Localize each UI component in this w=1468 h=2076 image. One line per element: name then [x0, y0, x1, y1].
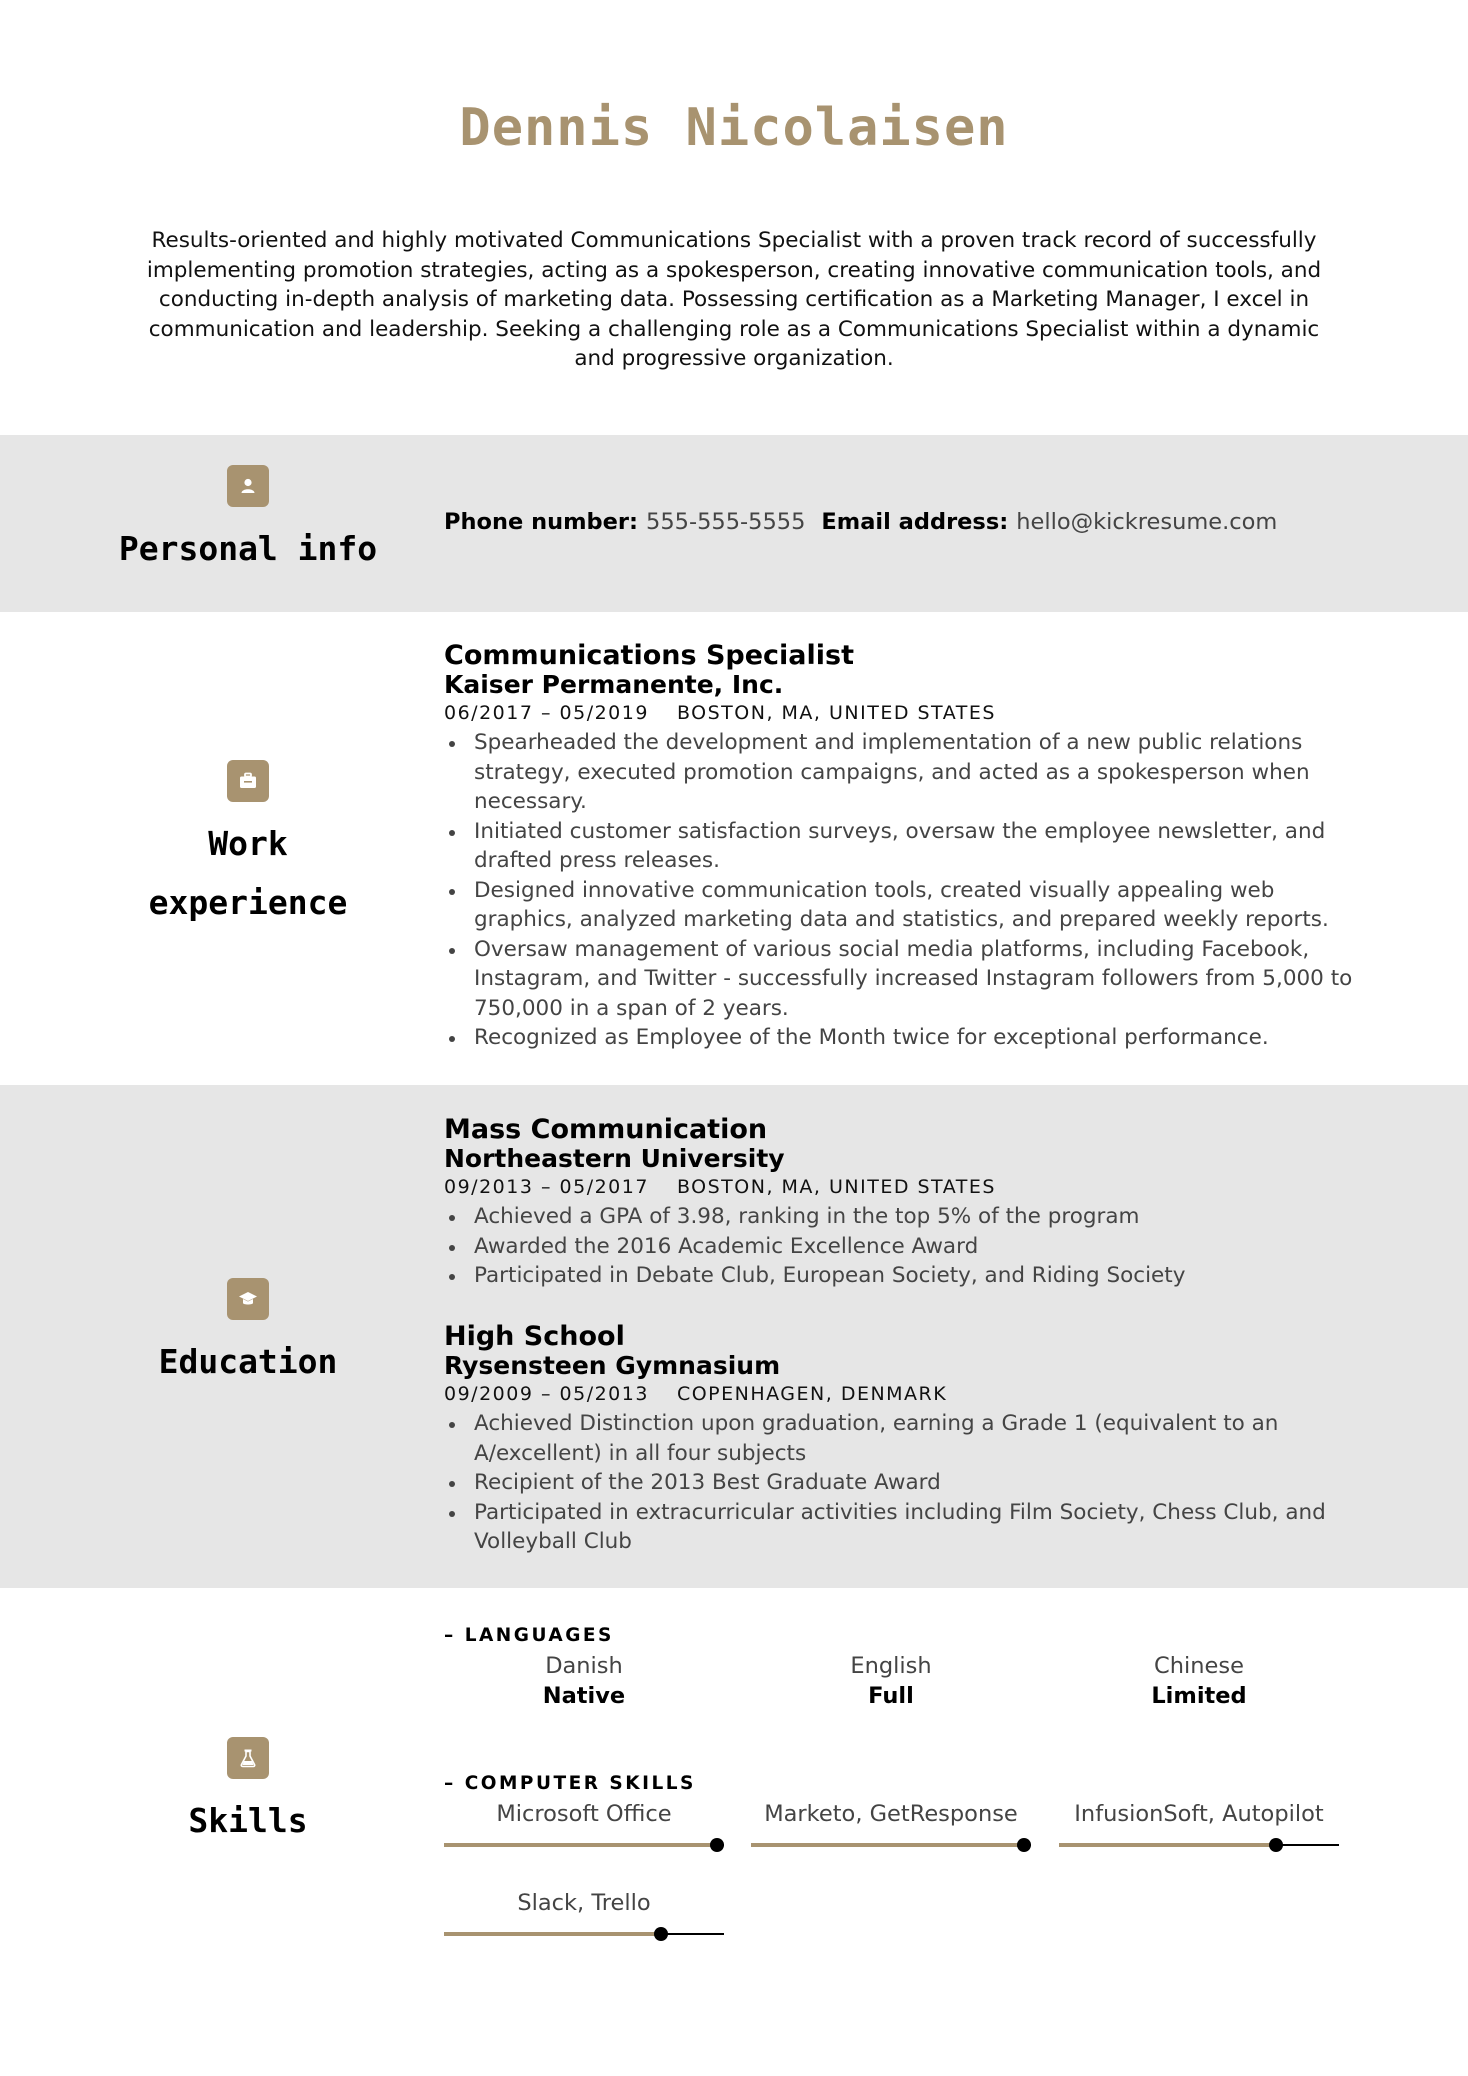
computer-skill-name: Microsoft Office [496, 1801, 672, 1827]
list-item: Spearheaded the development and implementation of a new public relations strategy, executed promotion campaigns, and acted as a spokesperson when necessary. [474, 728, 1364, 817]
skill-bar-knob [1269, 1838, 1283, 1852]
job-company: Kaiser Permanente, Inc. [444, 670, 784, 699]
contact-line [444, 507, 1364, 537]
computer-skill-name: Marketo, GetResponse [764, 1801, 1018, 1827]
skills-section [0, 1588, 1468, 2076]
candidate-name: Dennis Nicolaisen [459, 98, 1009, 158]
section-title-work [0, 814, 496, 932]
language-item [751, 1651, 1031, 1711]
job-location: BOSTON, MA, UNITED STATES [676, 702, 996, 724]
list-item: Participated in extracurricular activities including Film Society, Chess Club, and Volleyball Club [474, 1498, 1364, 1557]
list-item: Achieved Distinction upon graduation, earning a Grade 1 (equivalent to an A/excellent) in all four subjects [474, 1409, 1364, 1468]
list-item: Recognized as Employee of the Month twice for exceptional performance. [474, 1023, 1364, 1053]
degree-title: High School [444, 1321, 625, 1352]
skill-level-bar [444, 1837, 724, 1853]
graduation-cap-icon [227, 1278, 269, 1320]
skill-level-bar [444, 1926, 724, 1942]
computer-skills-heading: – COMPUTER SKILLS [444, 1773, 696, 1794]
person-icon [227, 465, 269, 507]
phone-value: 555-555-5555 [646, 509, 806, 535]
education-bullets [444, 1202, 1364, 1291]
skills-content [444, 1623, 1364, 2063]
section-title-work-line1: Work [208, 824, 288, 863]
computer-skill-item [751, 1799, 1031, 1853]
list-item: Awarded the 2016 Academic Excellence Award [474, 1232, 1364, 1262]
email-value: hello@kickresume.com [1016, 509, 1278, 535]
list-item: Initiated customer satisfaction surveys, oversaw the employee newsletter, and drafted press releases. [474, 817, 1364, 876]
education-entry [444, 1322, 1364, 1557]
skill-bar-fill [444, 1843, 717, 1847]
education-section [0, 1085, 1468, 1588]
education-location: BOSTON, MA, UNITED STATES [676, 1176, 996, 1198]
computer-skill-item [1059, 1799, 1339, 1853]
phone-label: Phone number: [444, 509, 639, 535]
computer-skill-name: Slack, Trello [517, 1890, 651, 1916]
degree-title: Mass Communication [444, 1114, 768, 1145]
education-meta [444, 1380, 1364, 1409]
job-dates: 06/2017 – 05/2019 [444, 702, 649, 724]
skill-level-bar [751, 1837, 1031, 1853]
language-level: Full [868, 1683, 914, 1709]
section-title-skills: Skills [188, 1801, 308, 1840]
skill-bar-fill [751, 1843, 1024, 1847]
education-entry [444, 1115, 1364, 1291]
education-bullets [444, 1409, 1364, 1557]
skill-level-bar [1059, 1837, 1339, 1853]
skill-bar-fill [444, 1932, 661, 1936]
school-name: Rysensteen Gymnasium [444, 1351, 781, 1380]
section-title-personal-info: Personal info [118, 529, 378, 568]
computer-skill-item [444, 1799, 724, 1853]
education-dates: 09/2009 – 05/2013 [444, 1383, 649, 1405]
job-title: Communications Specialist [444, 640, 855, 671]
languages-heading: – LANGUAGES [444, 1625, 614, 1646]
school-name: Northeastern University [444, 1144, 785, 1173]
list-item: Oversaw management of various social media platforms, including Facebook, Instagram, and Twitter - successfully increased Instagram followers from 5,000 to 750,000 in a span of 2 years. [474, 935, 1364, 1024]
job-meta [444, 699, 1364, 728]
flask-icon [227, 1737, 269, 1779]
language-item [1059, 1651, 1339, 1711]
work-experience-section [0, 612, 1468, 1085]
language-level: Native [542, 1683, 626, 1709]
skill-bar-knob [1017, 1838, 1031, 1852]
skill-bar-knob [654, 1927, 668, 1941]
job-entry [444, 641, 1364, 1053]
education-location: COPENHAGEN, DENMARK [676, 1383, 948, 1405]
skill-bar-fill [1059, 1843, 1276, 1847]
email-label: Email address: [821, 509, 1009, 535]
education-meta [444, 1173, 1364, 1202]
profile-summary: Results-oriented and highly motivated Communications Specialist with a proven track record of successfully implementing promotion strategies, acting as a spokesperson, creating innovative communication tools, and conducting in-depth analysis of marketing data. Possessing certification as a Marketing Manager, I excel in communication and leadership. Seeking a challenging role as a Communications Specialist within a dynamic and progressive organization. [146, 228, 1322, 371]
language-name: English [850, 1653, 932, 1679]
skill-bar-knob [710, 1838, 724, 1852]
list-item: Participated in Debate Club, European Society, and Riding Society [474, 1261, 1364, 1291]
computer-skill-name: InfusionSoft, Autopilot [1074, 1801, 1324, 1827]
list-item: Recipient of the 2013 Best Graduate Award [474, 1468, 1364, 1498]
computer-skill-item [444, 1888, 724, 1942]
list-item: Achieved a GPA of 3.98, ranking in the top 5% of the program [474, 1202, 1364, 1232]
list-item: Designed innovative communication tools, created visually appealing web graphics, analyzed marketing data and statistics, and prepared weekly reports. [474, 876, 1364, 935]
language-level: Limited [1151, 1683, 1247, 1709]
language-name: Danish [545, 1653, 623, 1679]
personal-info-section [0, 435, 1468, 612]
job-bullets [444, 728, 1364, 1053]
section-title-education: Education [158, 1342, 338, 1381]
language-item [444, 1651, 724, 1711]
section-title-work-line2: experience [148, 883, 348, 922]
language-name: Chinese [1154, 1653, 1244, 1679]
briefcase-icon [227, 760, 269, 802]
education-dates: 09/2013 – 05/2017 [444, 1176, 649, 1198]
